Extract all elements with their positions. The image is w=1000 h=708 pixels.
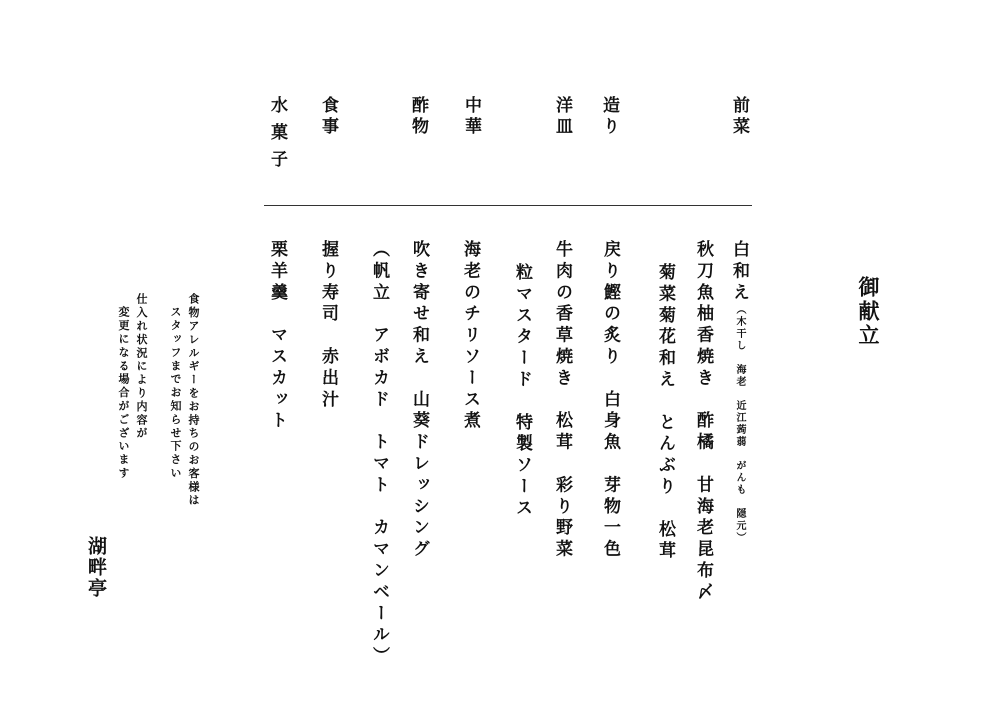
- dish-name: 白和え: [729, 240, 749, 305]
- menu-title: 御献立: [856, 276, 881, 348]
- allergy-note-line2: スタッフまでお知らせ下さい: [169, 306, 182, 481]
- course-label-text: 水菓子: [267, 96, 287, 177]
- course-label-text: 酢物: [408, 96, 428, 138]
- dish-shokuji-line1: 握り寿司 赤出汁: [318, 240, 338, 412]
- dish-zensai-line2: 秋刀魚柚香焼き 酢橘 甘海老昆布〆: [693, 240, 713, 604]
- dish-zensai-line3: 菊菜菊花和え とんぶり 松茸: [655, 263, 675, 563]
- dish-yosara-line1: 牛肉の香草焼き 松茸 彩り野菜: [552, 240, 572, 561]
- dish-sunomono-line2: （帆立 アボカド トマト カマンベール）: [369, 240, 389, 668]
- section-divider: [264, 205, 752, 206]
- course-label-text: 洋皿: [552, 96, 572, 138]
- dish-tsukuri-line1: 戻り鰹の炙り 白身魚 芽物一色: [600, 240, 620, 561]
- dish-sunomono-line1: 吹き寄せ和え 山葵ドレッシング: [409, 240, 429, 561]
- course-label-tsukuri: [600, 96, 617, 138]
- course-label-sunomono: [409, 96, 426, 138]
- dish-zensai-line1: [730, 240, 747, 544]
- allergy-note-line1: 食物アレルギーをお持ちのお客様は: [187, 293, 200, 508]
- dish-mizugashi-line1: 栗羊羹 マスカット: [267, 240, 287, 433]
- supply-note-line2: 変更になる場合がございます: [117, 306, 130, 481]
- course-label-mizugashi: [268, 96, 285, 177]
- course-label-text: 前菜: [729, 96, 749, 138]
- dish-ingredients-note: （木干し 海老 近江蒟蒻 がんも 隠元）: [734, 304, 745, 545]
- course-label-text: 造り: [599, 96, 619, 138]
- course-label-shokuji: [319, 96, 336, 138]
- course-label-yosara: [553, 96, 570, 138]
- dish-yosara-line2: 粒マスタード 特製ソース: [512, 263, 532, 520]
- dish-chuka-line1: 海老のチリソース煮: [460, 240, 480, 433]
- shop-name: 湖畔亭: [85, 536, 107, 599]
- supply-note-line1: 仕入れ状況により内容が: [135, 293, 148, 441]
- course-label-chuka: [462, 96, 479, 138]
- course-label-text: 中華: [461, 96, 481, 138]
- course-label-zensai: [730, 96, 747, 138]
- course-label-text: 食事: [318, 96, 338, 138]
